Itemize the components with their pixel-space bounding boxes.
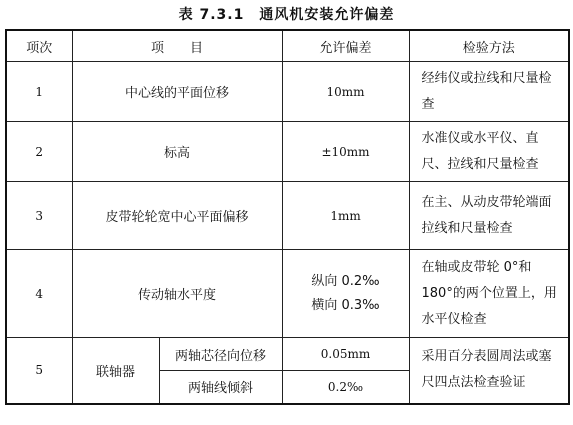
header-index: 项次: [6, 30, 72, 62]
row-tolerance: 0.05mm: [282, 338, 409, 371]
row-subitem: 两轴芯径向位移: [159, 338, 282, 371]
row-item: 标高: [72, 122, 282, 182]
row-tolerance: 0.2‰: [282, 371, 409, 404]
row-method: 在主、从动皮带轮端面拉线和尺量检查: [409, 182, 569, 250]
table-row: [6, 122, 569, 182]
table-header-row: [6, 30, 569, 62]
table-row: [6, 338, 569, 371]
row-method: 水准仪或水平仪、直尺、拉线和尺量检查: [409, 122, 569, 182]
row-subitem: 两轴线倾斜: [159, 371, 282, 404]
row-tolerance: ±10mm: [282, 122, 409, 182]
row-tolerance: 1mm: [282, 182, 409, 250]
row-item: 皮带轮轮宽中心平面偏移: [72, 182, 282, 250]
table-row: [6, 182, 569, 250]
row-method: 采用百分表圆周法或塞尺四点法检查验证: [409, 338, 569, 404]
row-index: 1: [6, 62, 72, 122]
header-item: 项 目: [72, 30, 282, 62]
row-item: 中心线的平面位移: [72, 62, 282, 122]
table-title: 表 7.3.1 通风机安装允许偏差: [178, 7, 395, 23]
row-index: 3: [6, 182, 72, 250]
header-tolerance: 允许偏差: [282, 30, 409, 62]
row-item: 联轴器: [72, 338, 159, 404]
tolerance-longitudinal: 纵向 0.2‰: [311, 273, 380, 289]
table-row: [6, 250, 569, 338]
tolerance-table: [5, 29, 570, 405]
table-row: [6, 62, 569, 122]
row-index: 5: [6, 338, 72, 404]
row-item: 传动轴水平度: [72, 250, 282, 338]
row-index: 2: [6, 122, 72, 182]
header-method: 检验方法: [409, 30, 569, 62]
row-tolerance: 10mm: [282, 62, 409, 122]
tolerance-transverse: 横向 0.3‰: [311, 297, 380, 313]
row-method: 经纬仪或拉线和尺量检查: [409, 62, 569, 122]
row-index: 4: [6, 250, 72, 338]
row-tolerance: [282, 250, 409, 338]
row-method: 在轴或皮带轮 0°和 180°的两个位置上，用水平仪检查: [409, 250, 569, 338]
